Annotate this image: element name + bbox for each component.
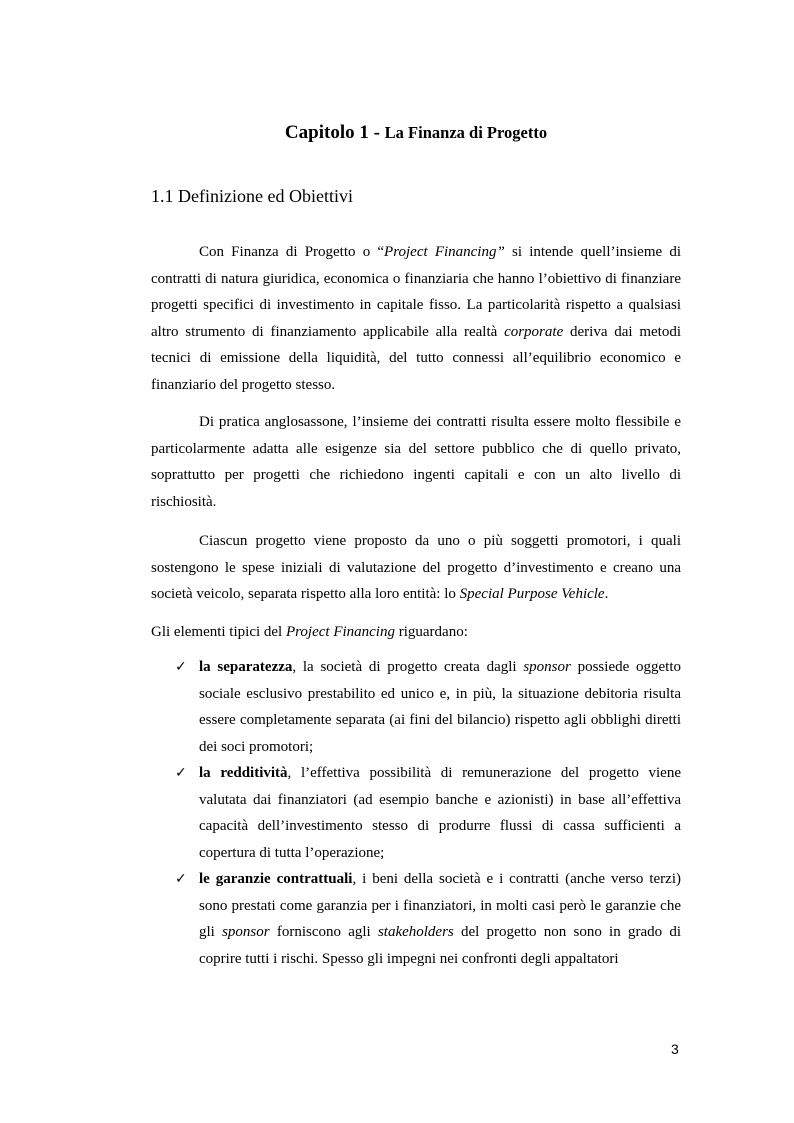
italic-term: Project Financing” xyxy=(384,244,505,260)
paragraph-text: Gli elementi tipici del xyxy=(151,624,286,640)
bold-term: la separatezza xyxy=(199,659,293,675)
paragraph-text: Ciascun progetto viene proposto da uno o più soggetti promotori, i quali sostengono le spese iniziali di valutazione del progetto d’investimento e creano una società veicolo, separata rispetto alla loro entità: lo xyxy=(151,533,681,602)
italic-term: corporate xyxy=(504,323,564,340)
list-item-redditivita xyxy=(175,760,681,866)
paragraph-text: Di pratica anglosassone, l’insieme dei contratti risulta essere molto flessibile e particolarmente adatta alle esigenze sia del settore pubblico che di quello privato, soprattutto per progetti che richiedono ingenti capitali e con un alto livello di rischiosità. xyxy=(151,414,681,510)
page-number: 3 xyxy=(671,1041,679,1057)
paragraph-text: deriva dai metodi tecnici di emissione della liquidità, del tutto connessi all’equilibrio economico e finanziario del progetto stesso. xyxy=(151,323,681,393)
paragraph-promoters xyxy=(151,528,681,608)
list-item-text: forniscono agli xyxy=(269,924,378,940)
paragraph-origin xyxy=(151,409,681,515)
chapter-label: Capitolo 1 - xyxy=(284,122,380,143)
italic-term: Special Purpose Vehicle xyxy=(459,586,605,602)
section-heading: 1.1 Definizione ed Obiettivi xyxy=(151,186,353,206)
list-item-separatezza xyxy=(175,654,681,760)
list-item-text: possiede oggetto sociale esclusivo prestabilito ed unico e, in più, la situazione debitoria risulta essere completamente separata (ai fini del bilancio) rispetto agli obblighi diretti dei soci promotori; xyxy=(199,659,681,755)
paragraph-definition xyxy=(151,239,681,398)
italic-term: sponsor xyxy=(222,924,270,940)
check-mark-icon: ✓ xyxy=(175,765,187,781)
bold-term: la redditività xyxy=(199,765,288,781)
check-mark-icon: ✓ xyxy=(175,871,187,887)
chapter-title: La Finanza di Progetto xyxy=(384,123,548,142)
bold-term: le garanzie contrattuali xyxy=(199,871,353,887)
list-item-text: , l’effettiva possibilità di remunerazione del progetto viene valutata dai finanziatori (ad esempio banche e azionisti) in base all’effettiva capacità dell’investimento stesso di produrre flussi di cassa sufficienti a copertura di tutta l’operazione; xyxy=(199,765,681,861)
paragraph-text: Con Finanza di Progetto o “ xyxy=(199,244,385,260)
list-item-text: , i beni della società e i contratti (anche verso terzi) sono prestati come garanzia per i finanziatori, in molti casi però le garanzie che gli xyxy=(199,871,681,940)
italic-term: stakeholders xyxy=(377,924,454,940)
paragraph-elements-intro xyxy=(151,619,681,646)
italic-term: sponsor xyxy=(523,659,571,675)
chapter-heading xyxy=(0,120,794,146)
paragraph-text: riguardano: xyxy=(394,624,468,640)
list-item-garanzie xyxy=(175,866,682,972)
paragraph-text: si intende quell’insieme di contratti di natura giuridica, economica o finanziaria che hanno l’obiettivo di finanziare progetti specifici di investimento in capitale fisso. La particolarità rispetto a qualsiasi altro strumento di finanziamento applicabile alla realtà xyxy=(151,244,682,340)
elements-list xyxy=(175,654,682,972)
paragraph-text: . xyxy=(604,586,609,602)
italic-term: Project Financing xyxy=(285,624,395,640)
list-item-text: del progetto non sono in grado di coprire tutti i rischi. Spesso gli impegni nei confronti degli appaltatori xyxy=(199,924,682,967)
list-item-text: , la società di progetto creata dagli xyxy=(292,659,524,675)
check-mark-icon: ✓ xyxy=(175,659,187,675)
